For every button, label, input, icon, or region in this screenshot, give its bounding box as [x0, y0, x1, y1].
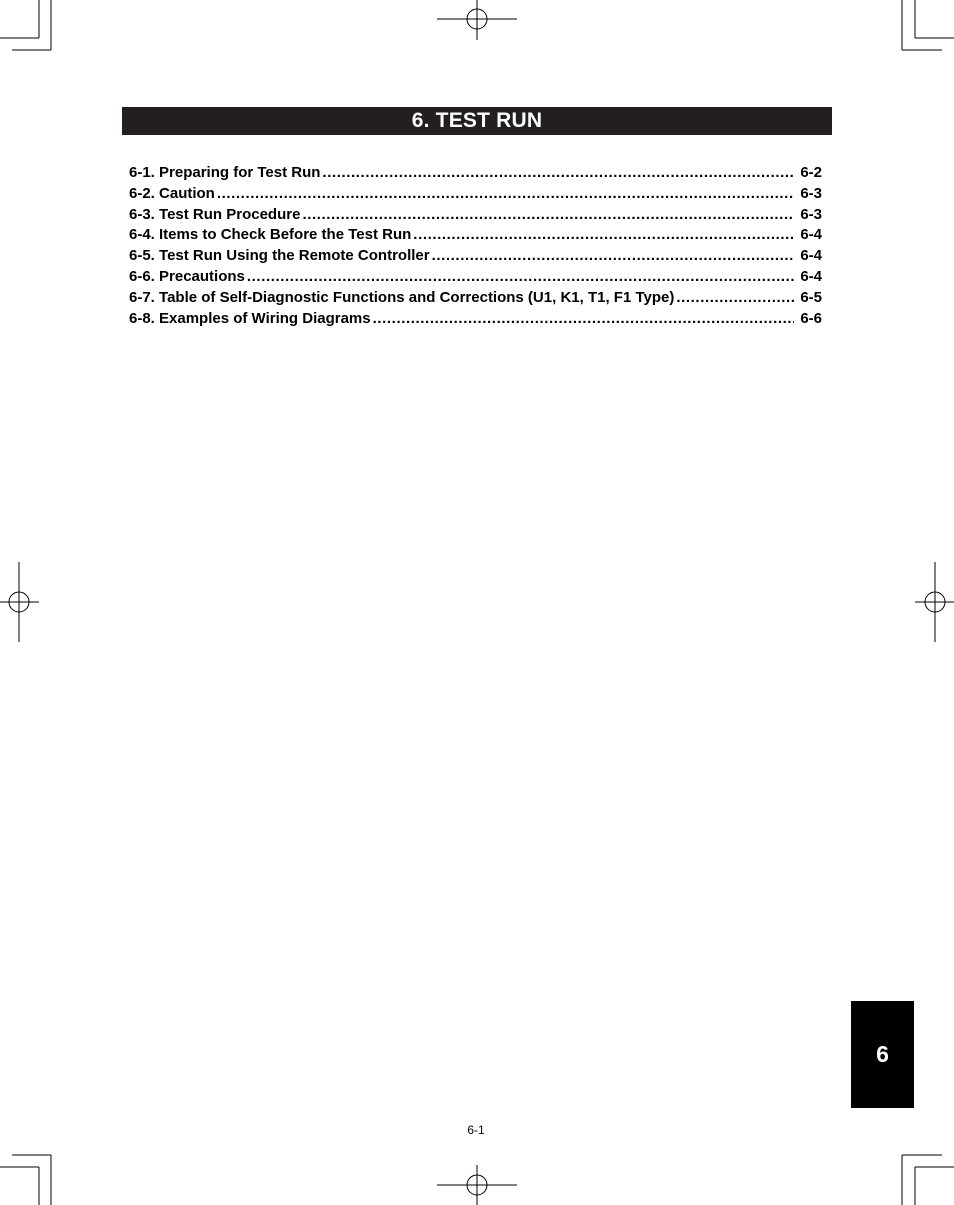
toc-entry[interactable] [129, 164, 822, 185]
section-thumb-tab [851, 1001, 914, 1108]
section-tab-number: 6 [876, 1041, 889, 1067]
dot-leader [432, 247, 795, 264]
dot-leader [322, 164, 794, 181]
page-number: 6-1 [467, 1123, 485, 1137]
toc-entry[interactable] [129, 226, 822, 247]
dot-leader [373, 310, 795, 327]
toc-entry-page: 6-4 [800, 267, 822, 285]
section-title-bar [122, 107, 832, 135]
toc-entry[interactable] [129, 206, 822, 227]
dot-leader [413, 226, 794, 243]
toc-entry[interactable] [129, 268, 822, 289]
table-of-contents [129, 164, 822, 330]
toc-entry-page: 6-6 [800, 309, 822, 327]
toc-entry-label: 6-3. Test Run Procedure [129, 205, 301, 223]
toc-entry-label: 6-1. Preparing for Test Run [129, 164, 321, 181]
toc-entry-page: 6-3 [800, 205, 822, 223]
toc-entry-page: 6-3 [800, 184, 822, 202]
dot-leader [217, 185, 794, 202]
toc-entry[interactable] [129, 310, 822, 331]
toc-entry-label: 6-8. Examples of Wiring Diagrams [129, 309, 371, 327]
toc-entry-page: 6-5 [800, 288, 822, 306]
dot-leader [676, 289, 794, 306]
toc-entry-label: 6-2. Caution [129, 184, 215, 202]
toc-entry-label: 6-6. Precautions [129, 267, 245, 285]
toc-entry[interactable] [129, 289, 822, 310]
toc-entry-page: 6-4 [800, 247, 822, 265]
dot-leader [302, 206, 794, 223]
toc-entry-label: 6-7. Table of Self-Diagnostic Functions and Corrections (U1, K1, T1, F1 Type) [129, 288, 675, 306]
section-title: 6. TEST RUN [411, 109, 543, 132]
toc-entry[interactable] [129, 185, 822, 206]
toc-entry-page: 6-2 [800, 164, 822, 181]
dot-leader [247, 268, 794, 285]
toc-entry[interactable] [129, 247, 822, 268]
toc-entry-label: 6-4. Items to Check Before the Test Run [129, 226, 412, 244]
toc-entry-page: 6-4 [800, 226, 822, 244]
toc-entry-label: 6-5. Test Run Using the Remote Controller [129, 247, 430, 265]
